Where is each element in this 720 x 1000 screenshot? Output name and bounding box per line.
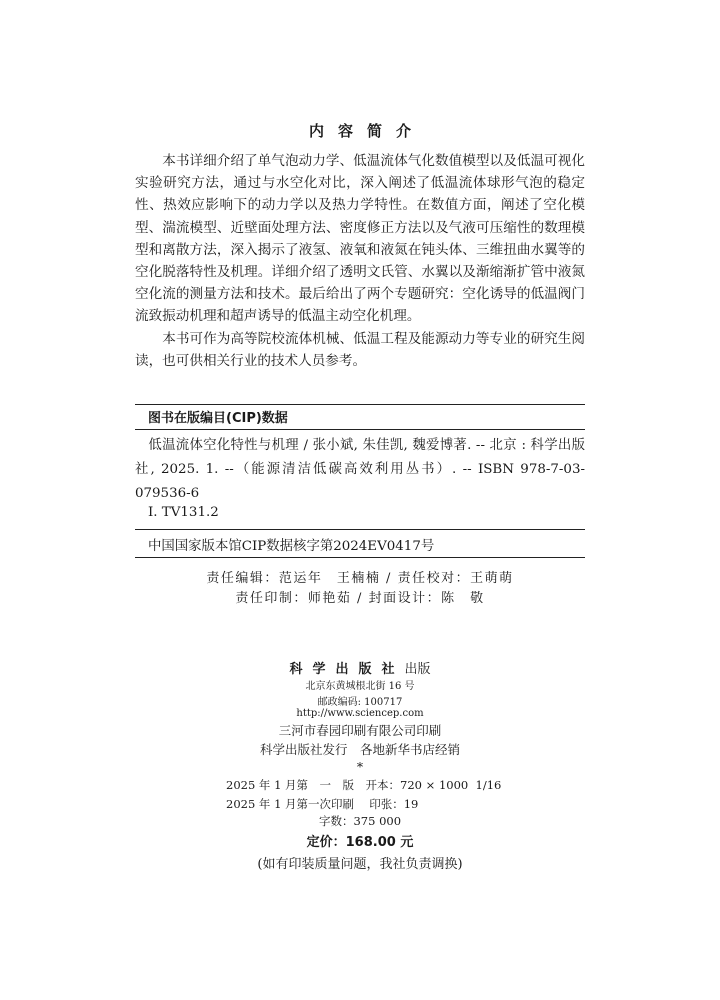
separator-star: *: [356, 759, 364, 774]
summary-body: [135, 150, 585, 372]
quality-notice: (如有印装质量问题，我社负责调换): [257, 857, 463, 872]
publisher-line: [0, 658, 720, 677]
publisher-name: 科学出版社: [289, 662, 405, 677]
cip-heading-rule: [135, 429, 585, 430]
summary-paragraph: 本书详细介绍了单气泡动力学、低温流体气化数值模型以及低温可视化实验研究方法，通过与水空化对比，深入阐述了低温流体球形气泡的稳定性、热效应影响下的动力学以及热力学特性。在数值方面，阐述了空化模型、湍流模型、近壁面处理方法、密度修正方法以及气液可压缩性的数理模型和离散方法，深入揭示了液氢、液氧和液氮在钝头体、三维扭曲水翼等的空化脱落特性及机理。详细介绍了透明文氏管、水翼以及渐缩渐扩管中液氮空化流的测量方法和技术。最后给出了两个专题研究：空化诱导的低温阀门流致振动机理和超声诱导的低温主动空化机理。: [135, 153, 585, 325]
cip-heading: 图书在版编目(CIP)数据: [148, 411, 288, 426]
credits-production: 责任印制：师艳茹 / 封面设计：陈 敬: [235, 591, 485, 606]
cip-entry-text: 低温流体空化特性与机理 / 张小斌, 朱佳凯, 魏爱博著. -- 北京 : 科学出版社, 2025. 1. --（能源清洁低碳高效利用丛书）. -- ISBN 978-7-03-079536-6: [135, 438, 585, 501]
publisher-postcode: 邮政编码: 100717: [317, 697, 403, 708]
cip-top-rule: [135, 404, 585, 405]
cip-bottom-rule: [135, 557, 585, 558]
cip-record-number: 中国国家版本馆CIP数据核字第2024EV0417号: [148, 539, 435, 554]
summary-paragraph: 本书可作为高等院校流体机械、低温工程及能源动力等专业的研究生阅读，也可供相关行业的技术人员参考。: [135, 330, 585, 369]
edition-info: 2025 年 1 月第 一 版 开本：720 × 1000 1/16: [226, 778, 502, 792]
cip-entry: [135, 434, 585, 506]
distribution: 科学出版社发行 各地新华书店经销: [259, 742, 460, 757]
printer: 三河市春园印刷有限公司印刷: [278, 723, 442, 738]
publisher-address: 北京东黄城根北街 16 号: [305, 681, 415, 692]
publisher-website: http://www.sciencep.com: [296, 708, 424, 719]
printing-info: 2025 年 1 月第一次印刷 印张：19: [226, 797, 419, 811]
cip-classification: Ⅰ. TV131.2: [148, 505, 219, 520]
price: 定价：168.00 元: [306, 835, 414, 850]
word-count: 字数：375 000: [318, 814, 402, 828]
credits-editors: 责任编辑：范运年 王楠楠 / 责任校对：王萌萌: [206, 571, 514, 586]
summary-title: 内容简介: [308, 122, 425, 140]
cip-class-rule: [135, 529, 585, 530]
publisher-suffix: 出版: [404, 662, 431, 677]
